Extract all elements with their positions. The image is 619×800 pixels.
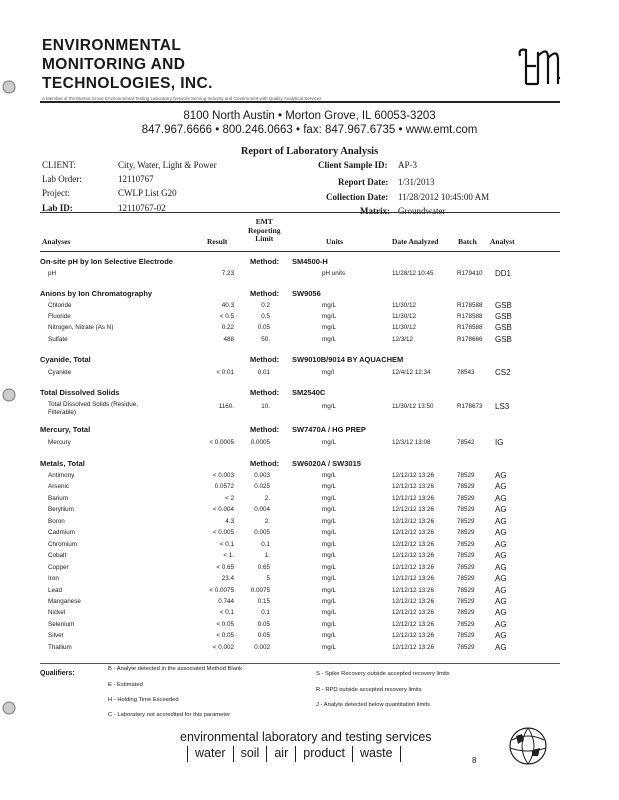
- header-rule: [40, 101, 560, 103]
- sample-id-value: AP-3: [398, 160, 418, 170]
- method-value: SW7470A / HG PREP: [292, 425, 366, 434]
- qualifier-item: S - Spike Recovery outside accepted recovery limits: [316, 671, 450, 677]
- analyte-units: mg/L: [322, 517, 336, 525]
- analyte-date: 11/30/12: [392, 313, 417, 320]
- analyte-units: mg/L: [322, 302, 336, 309]
- globe-icon: [506, 724, 550, 768]
- qualifier-item: C - Laboratory not accredited for this parameter: [108, 712, 231, 718]
- analyte-units: mg/L: [322, 632, 336, 640]
- project-label: Project:: [42, 188, 70, 198]
- analyte-batch: R178588: [457, 302, 483, 309]
- binder-hole-icon: [2, 701, 16, 715]
- analyte-name: Nickel: [48, 609, 66, 617]
- analyte-units: mg/L: [322, 439, 336, 446]
- analyte-limit: 5: [266, 575, 270, 583]
- col-date-analyzed: Date Analyzed: [392, 237, 439, 246]
- analyte-result: < 0.05: [216, 620, 234, 628]
- analyte-batch: 78529: [457, 575, 475, 583]
- analyte-name: Copper: [48, 563, 69, 571]
- col-reporting-limit: [248, 218, 281, 244]
- analyte-name: pH: [48, 270, 57, 277]
- page-number: 8: [472, 756, 477, 765]
- analyte-result: < 1.: [223, 552, 234, 560]
- analyte-limit: 1.: [264, 552, 270, 560]
- analyte-date: 11/30/12 13:50: [392, 403, 434, 410]
- analyte-units: mg/L: [322, 609, 336, 617]
- section-title: Mercury, Total: [40, 425, 91, 434]
- analyte-analyst: AG: [495, 596, 507, 606]
- analyte-units: mg/L: [322, 506, 336, 514]
- analyte-date: 12/3/12: [392, 336, 414, 343]
- analyte-batch: 78529: [457, 506, 475, 514]
- analyte-date: 12/3/12 13:08: [392, 439, 431, 446]
- lab-id-value: 12110767-02: [118, 203, 166, 213]
- lab-id-label: Lab ID:: [42, 203, 73, 213]
- collection-date-label: Collection Date:: [326, 192, 389, 202]
- analyte-analyst: AG: [495, 631, 507, 641]
- service-waste: waste: [359, 746, 393, 761]
- analyte-result: 1160.: [218, 403, 234, 410]
- analyte-units: mg/L: [322, 313, 336, 320]
- analyte-analyst: IG: [495, 438, 504, 447]
- analyte-name: Cadmium: [48, 529, 75, 537]
- col-result: Result: [207, 237, 228, 246]
- analyte-name: Cyanide: [48, 369, 72, 376]
- analyte-result: < 0.1: [219, 609, 234, 617]
- analyte-name: Mercury: [48, 439, 71, 446]
- analyte-date: 11/28/12 10:45: [392, 270, 434, 277]
- analyte-limit: 2.: [264, 494, 270, 502]
- divider: [233, 746, 234, 762]
- divider: [352, 746, 353, 762]
- analyte-date: 12/12/12 13:26: [392, 517, 435, 525]
- method-label: Method:: [250, 355, 280, 364]
- analyte-date: 12/12/12 13:26: [392, 563, 435, 571]
- analyte-units: mg/L: [322, 529, 336, 537]
- divider: [187, 746, 188, 762]
- qualifier-item: H - Holding Time Exceeded: [108, 697, 179, 703]
- company-name-line: ENVIRONMENTAL: [42, 37, 182, 54]
- analyte-date: 12/12/12 13:26: [392, 540, 435, 548]
- analyte-analyst: GSB: [495, 323, 512, 332]
- analyte-limit: 0.65: [257, 563, 270, 571]
- analyte-limit: 0.15: [257, 597, 270, 605]
- matrix-value: Groundwater: [398, 206, 446, 216]
- method-value: SW9010B/9014 BY AQUACHEM: [292, 355, 404, 364]
- sample-id-label: Client Sample ID:: [318, 160, 388, 170]
- analyte-date: 12/12/12 13:26: [392, 597, 435, 605]
- analyte-name: Boron: [48, 517, 65, 525]
- col-analyses: Analyses: [42, 237, 71, 246]
- service-air: air: [274, 746, 289, 761]
- company-name-line: MONITORING AND: [42, 56, 186, 73]
- analyte-batch: 78529: [457, 563, 475, 571]
- analyte-name: Cobalt: [48, 552, 67, 560]
- analyte-result: < 0.0005: [209, 439, 234, 446]
- analyte-analyst: AG: [495, 608, 507, 618]
- analyte-name: Chloride: [48, 302, 72, 309]
- analyte-result: 488: [223, 336, 234, 343]
- analyte-name: Sulfate: [48, 336, 68, 343]
- method-label: Method:: [250, 388, 280, 397]
- analyte-units: mg/L: [322, 597, 336, 605]
- col-units: Units: [326, 237, 344, 246]
- binder-hole-icon: [2, 80, 16, 94]
- analyte-date: 11/30/12: [392, 324, 417, 331]
- analyte-batch: 78529: [457, 643, 475, 651]
- analyte-units: mg/L: [322, 540, 336, 548]
- analyte-name: Barium: [48, 494, 68, 502]
- analyte-units: mg/l: [322, 369, 334, 376]
- analyte-name: Silver: [48, 632, 64, 640]
- col-rl-line: Reporting: [248, 225, 281, 235]
- analyte-result: 23.4: [221, 575, 234, 583]
- analyte-analyst: AG: [495, 551, 507, 561]
- analyte-date: 12/12/12 13:26: [392, 483, 435, 491]
- analyte-batch: 78529: [457, 494, 475, 502]
- lab-order-value: 12110767: [118, 174, 154, 184]
- analyte-analyst: AG: [495, 574, 507, 584]
- analyte-name: Lead: [48, 586, 63, 594]
- analyte-batch: R178588: [457, 313, 483, 320]
- client-label: CLIENT:: [42, 160, 77, 170]
- analyte-result: < 0.003: [212, 472, 234, 479]
- divider: [295, 746, 296, 762]
- analyte-analyst: GSB: [495, 335, 512, 344]
- analyte-result: 7.23: [221, 270, 234, 277]
- company-name: [42, 36, 213, 93]
- analyte-analyst: AG: [495, 493, 507, 503]
- column-rule: [40, 251, 560, 252]
- analyte-batch: 78529: [457, 632, 475, 640]
- analyte-date: 12/4/12 12:34: [392, 369, 431, 376]
- analyte-units: mg/L: [322, 586, 336, 594]
- analyte-date: 12/12/12 13:26: [392, 506, 435, 514]
- company-name-line: TECHNOLOGIES, INC.: [42, 75, 213, 92]
- analyte-date: 12/12/12 13:26: [392, 529, 435, 537]
- analyte-result: 0.22: [221, 324, 234, 331]
- analyte-result: 0.0572: [214, 483, 234, 491]
- analyte-units: pH units: [322, 270, 346, 277]
- analyte-batch: 78529: [457, 586, 475, 594]
- qualifiers-label: Qualifiers:: [40, 670, 75, 677]
- analyte-analyst: AG: [495, 642, 507, 652]
- analyte-units: mg/L: [322, 403, 336, 410]
- method-label: Method:: [250, 289, 280, 298]
- method-value: SW9056: [292, 289, 321, 298]
- matrix-label: Matrix:: [360, 206, 390, 216]
- analyte-analyst: AG: [495, 528, 507, 538]
- analyte-limit: 0.05: [257, 632, 270, 640]
- qualifier-item: J - Analyte detected below quantitation limits: [316, 702, 431, 708]
- analyte-result: < 2: [225, 494, 234, 502]
- analyte-limit: 0.1: [261, 540, 270, 548]
- method-label: Method:: [250, 459, 280, 468]
- analyte-date: 12/12/12 13:26: [392, 620, 435, 628]
- analyte-name: Chromium: [48, 540, 78, 548]
- service-product: product: [303, 746, 345, 761]
- analyte-analyst: AG: [495, 505, 507, 515]
- report-title: Report of Laboratory Analysis: [240, 146, 379, 157]
- analyte-date: 12/12/12 13:26: [392, 632, 435, 640]
- analyte-result: 40.3: [221, 302, 234, 309]
- analyte-limit: 0.002: [254, 643, 270, 651]
- service-soil: soil: [240, 746, 260, 761]
- analyte-batch: 78542: [457, 439, 475, 446]
- analyte-batch: 78529: [457, 529, 475, 537]
- analyte-limit: 0.5: [261, 313, 270, 320]
- qualifiers-rule: [40, 663, 560, 664]
- report-date-label: Report Date:: [338, 177, 389, 187]
- analyte-units: mg/L: [322, 494, 336, 502]
- analyte-result: < 0.05: [216, 632, 234, 640]
- method-label: Method:: [250, 425, 280, 434]
- analyte-result: 0.744: [218, 597, 234, 605]
- analyte-date: 12/12/12 13:26: [392, 552, 435, 560]
- analyte-analyst: AG: [495, 619, 507, 629]
- analyte-analyst: LS3: [495, 402, 510, 411]
- analyte-batch: 78529: [457, 472, 475, 479]
- analyte-analyst: DD1: [495, 269, 512, 278]
- analyte-result: < 0.002: [212, 643, 234, 651]
- service-water: water: [195, 746, 226, 761]
- analyte-name: Manganese: [48, 597, 81, 605]
- analyte-result: < 0.004: [212, 506, 234, 514]
- divider: [400, 746, 401, 762]
- collection-date-value: 11/28/2012 10:45:00 AM: [398, 192, 490, 202]
- report-date-value: 1/31/2013: [398, 177, 435, 187]
- section-title: Total Dissolved Solids: [40, 388, 120, 397]
- client-value: City, Water, Light & Power: [118, 160, 217, 170]
- analyte-batch: 78529: [457, 552, 475, 560]
- company-address: 8100 North Austin • Morton Grove, IL 60053-3203: [183, 110, 436, 122]
- analyte-name: Thallium: [48, 643, 72, 651]
- analyte-name: Arsenic: [48, 483, 69, 491]
- analyte-analyst: AG: [495, 585, 507, 595]
- analyte-batch: R178588: [457, 324, 483, 331]
- info-rule: [40, 212, 560, 213]
- analyte-limit: 0.025: [254, 483, 270, 491]
- analyte-date: 11/30/12: [392, 302, 417, 309]
- analyte-result: < 0.0075: [209, 586, 234, 594]
- emt-logo-icon: [512, 44, 564, 90]
- analyte-units: mg/L: [322, 324, 336, 331]
- analyte-units: mg/L: [322, 472, 336, 479]
- col-analyst: Analyst: [490, 237, 515, 246]
- analyte-batch: 78529: [457, 483, 475, 491]
- analyte-limit: 2.: [264, 517, 270, 525]
- analyte-units: mg/L: [322, 643, 336, 651]
- analyte-batch: R178673: [457, 403, 483, 410]
- qualifier-item: R - RPD outside accepted recovery limits: [316, 687, 422, 693]
- analyte-units: mg/L: [322, 563, 336, 571]
- analyte-limit: 0.0005: [250, 439, 270, 446]
- qualifier-item: E - Estimated: [108, 682, 143, 688]
- analyte-batch: R179410: [457, 270, 483, 277]
- analyte-result: < 0.1: [219, 540, 234, 548]
- section-title: Metals, Total: [40, 459, 85, 468]
- analyte-batch: 78529: [457, 517, 475, 525]
- method-value: SM4500-H: [292, 257, 328, 266]
- analyte-units: mg/L: [322, 552, 336, 560]
- analyte-name: Antimony: [48, 472, 75, 479]
- col-rl-line: Limit: [255, 234, 274, 243]
- lab-order-label: Lab Order:: [42, 174, 82, 184]
- analyte-limit: 50.: [261, 336, 270, 343]
- analyte-limit: 0.01: [257, 369, 270, 376]
- analyte-units: mg/L: [322, 620, 336, 628]
- analyte-name: Nitrogen, Nitrate (As N): [48, 324, 114, 331]
- col-batch: Batch: [458, 237, 477, 246]
- col-rl-line: EMT: [255, 217, 273, 226]
- analyte-limit: 0.05: [257, 620, 270, 628]
- analyte-limit: 0.2: [261, 302, 270, 309]
- method-value: SW6020A / SW3015: [292, 459, 361, 468]
- analyte-analyst: AG: [495, 482, 507, 492]
- analyte-batch: 78529: [457, 620, 475, 628]
- analyte-result: < 0.01: [216, 369, 234, 376]
- analyte-analyst: CS2: [495, 368, 511, 377]
- analyte-analyst: AG: [495, 516, 507, 526]
- analyte-limit: 0.0075: [250, 586, 270, 594]
- analyte-date: 12/12/12 13:26: [392, 494, 435, 502]
- analyte-name: Iron: [48, 575, 59, 583]
- section-title: Cyanide, Total: [40, 355, 91, 364]
- analyte-limit: 0.05: [257, 324, 270, 331]
- method-value: SM2540C: [292, 388, 326, 397]
- analyte-result: 4.3: [225, 517, 234, 525]
- analyte-date: 12/12/12 13:26: [392, 575, 435, 583]
- analyte-result: < 0.005: [212, 529, 234, 537]
- analyte-result: < 0.65: [216, 563, 234, 571]
- analyte-units: mg/L: [322, 336, 336, 343]
- analyte-result: < 0.5: [219, 313, 234, 320]
- analyte-name: Selenium: [48, 620, 75, 628]
- analyte-analyst: AG: [495, 471, 507, 480]
- analyte-name: Total Dissolved Solids (Residue, Filterable): [48, 401, 138, 416]
- analyte-analyst: GSB: [495, 312, 512, 321]
- analyte-date: 12/12/12 13:26: [392, 643, 435, 651]
- analyte-batch: 78529: [457, 540, 475, 548]
- analyte-analyst: AG: [495, 562, 507, 572]
- binder-hole-icon: [2, 388, 16, 402]
- analyte-batch: 78529: [457, 597, 475, 605]
- project-value: CWLP List G20: [118, 188, 177, 198]
- analyte-date: 12/12/12 13:26: [392, 609, 435, 617]
- analyte-limit: 10.: [261, 403, 270, 410]
- section-title: Anions by Ion Chromatography: [40, 289, 153, 298]
- analyte-date: 12/12/12 13:26: [392, 472, 435, 479]
- analyte-limit: 0.1: [261, 609, 270, 617]
- footer-banner: environmental laboratory and testing services: [180, 730, 432, 744]
- footer-services: [180, 746, 408, 762]
- analyte-analyst: AG: [495, 539, 507, 549]
- analyte-limit: 0.004: [254, 506, 270, 514]
- company-contact: 847.967.6666 • 800.246.0663 • fax: 847.967.6735 • www.emt.com: [141, 124, 478, 136]
- analyte-batch: 78529: [457, 609, 475, 617]
- analyte-units: mg/L: [322, 483, 336, 491]
- analyte-limit: 0.003: [254, 472, 270, 479]
- analyte-name: Fluoride: [48, 313, 71, 320]
- analyte-date: 12/12/12 13:26: [392, 586, 435, 594]
- company-tagline: A Member of the Morton Grove Environmental Testing Laboratory Network Serving Industry and Government with Quality Analytical Services: [42, 96, 322, 101]
- analyte-analyst: GSB: [495, 301, 512, 310]
- analyte-limit: 0.005: [254, 529, 270, 537]
- section-title: On-site pH by Ion Selective Electrode: [40, 257, 173, 266]
- method-label: Method:: [250, 257, 280, 266]
- analyte-name: Beryllium: [48, 506, 74, 514]
- analyte-units: mg/L: [322, 575, 336, 583]
- analyte-batch: 78543: [457, 369, 475, 376]
- analyte-batch: R178666: [457, 336, 483, 343]
- divider: [266, 746, 267, 762]
- qualifier-item: B - Analyte detected in the associated Method Blank: [108, 666, 243, 672]
